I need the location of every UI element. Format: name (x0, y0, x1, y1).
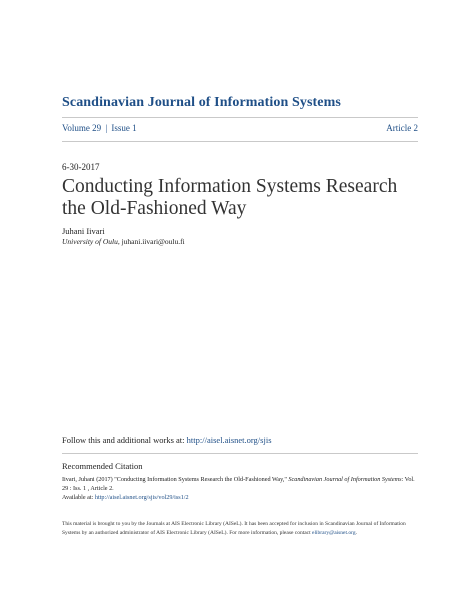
header-rule-top (62, 117, 418, 118)
author-email: juhani.iivari@oulu.fi (121, 237, 185, 246)
available-label: Available at: (62, 494, 94, 501)
citation-part1: Iivari, Juhani (2017) "Conducting Information Systems Research the Old-Fashioned Way," (62, 476, 287, 483)
available-link[interactable]: http://aisel.aisnet.org/sjis/vol29/iss1/2 (94, 494, 189, 501)
notice-end: . (355, 530, 358, 536)
citation-text (62, 475, 422, 502)
issue-link[interactable]: Issue 1 (111, 123, 137, 133)
issue-separator: | (105, 123, 108, 133)
citation-part2: : Vol. 29 : Iss. 1 , Article 2. (62, 476, 415, 492)
citation-rule (62, 453, 418, 454)
citation-heading: Recommended Citation (62, 461, 143, 471)
affiliation-name: University of Oulu, (62, 237, 120, 246)
author-affiliation (62, 237, 185, 246)
contact-email-link[interactable]: elibrary@aisnet.org (312, 530, 356, 536)
journal-title[interactable]: Scandinavian Journal of Information Systems (62, 95, 341, 110)
follow-text: Follow this and additional works at: (62, 435, 185, 445)
follow-link[interactable]: http://aisel.aisnet.org/sjis (186, 435, 272, 445)
issue-line (62, 123, 418, 133)
article-link[interactable]: Article 2 (386, 123, 418, 133)
author-name: Juhani Iivari (62, 226, 105, 236)
citation-journal: Scandinavian Journal of Information Systems (288, 476, 402, 483)
follow-line (62, 435, 272, 445)
library-notice (62, 520, 422, 538)
notice-text: This material is brought to you by the Journals at AIS Electronic Library (AISeL). It has been accepted for inclusion in Scandinavian Journal of Information Systems by an authorized administrator of AIS Electronic Library (AISeL). For more information, please contact (62, 521, 406, 536)
article-title: Conducting Information Systems Research the Old-Fashioned Way (62, 176, 398, 219)
header-rule-bottom (62, 141, 418, 142)
publication-date: 6-30-2017 (62, 162, 100, 172)
volume-link[interactable]: Volume 29 (62, 123, 102, 133)
